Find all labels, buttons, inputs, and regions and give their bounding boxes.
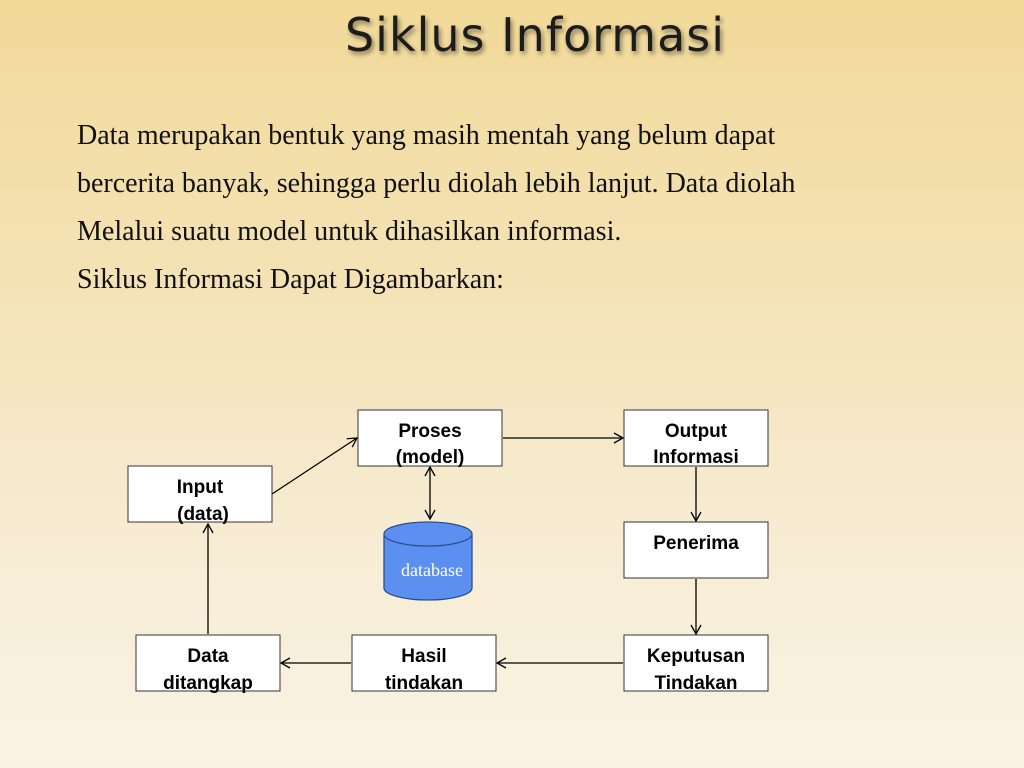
node-keputusan [624,635,768,694]
paragraph-4: Siklus Informasi Dapat Digambarkan: [77,264,504,295]
node-data-ditangkap-line-1: Data [187,646,229,667]
node-output [624,410,768,468]
node-output-line-2: Informasi [653,447,739,468]
database-label: database [401,560,463,580]
node-keputusan-line-1: Keputusan [646,646,746,667]
node-keputusan-line-2: Tindakan [654,673,738,694]
node-data-ditangkap [136,635,280,694]
node-input-line-1: Input [176,477,224,498]
node-hasil-line-1: Hasil [401,646,447,667]
node-input [128,466,272,525]
paragraph-2: bercerita banyak, sehingga perlu diolah lebih lanjut. Data diolah [77,168,796,199]
node-hasil [352,635,496,694]
database-cylinder-icon [384,522,472,600]
slide-title: Siklus Informasi [344,8,726,62]
node-proses-line-2: (model) [395,447,465,468]
arrow-input-to-proses [272,438,357,494]
paragraph-3: Melalui suatu model untuk dihasilkan informasi. [77,216,622,247]
node-hasil-line-2: tindakan [384,673,464,694]
node-output-line-1: Output [664,421,728,442]
node-penerima [624,522,768,578]
node-proses [358,410,502,468]
node-input-line-2: (data) [177,504,229,525]
node-penerima-line-1: Penerima [653,533,739,554]
node-proses-line-1: Proses [398,421,462,442]
paragraph-1: Data merupakan bentuk yang masih mentah yang belum dapat [77,120,776,151]
node-data-ditangkap-line-2: ditangkap [163,673,253,694]
